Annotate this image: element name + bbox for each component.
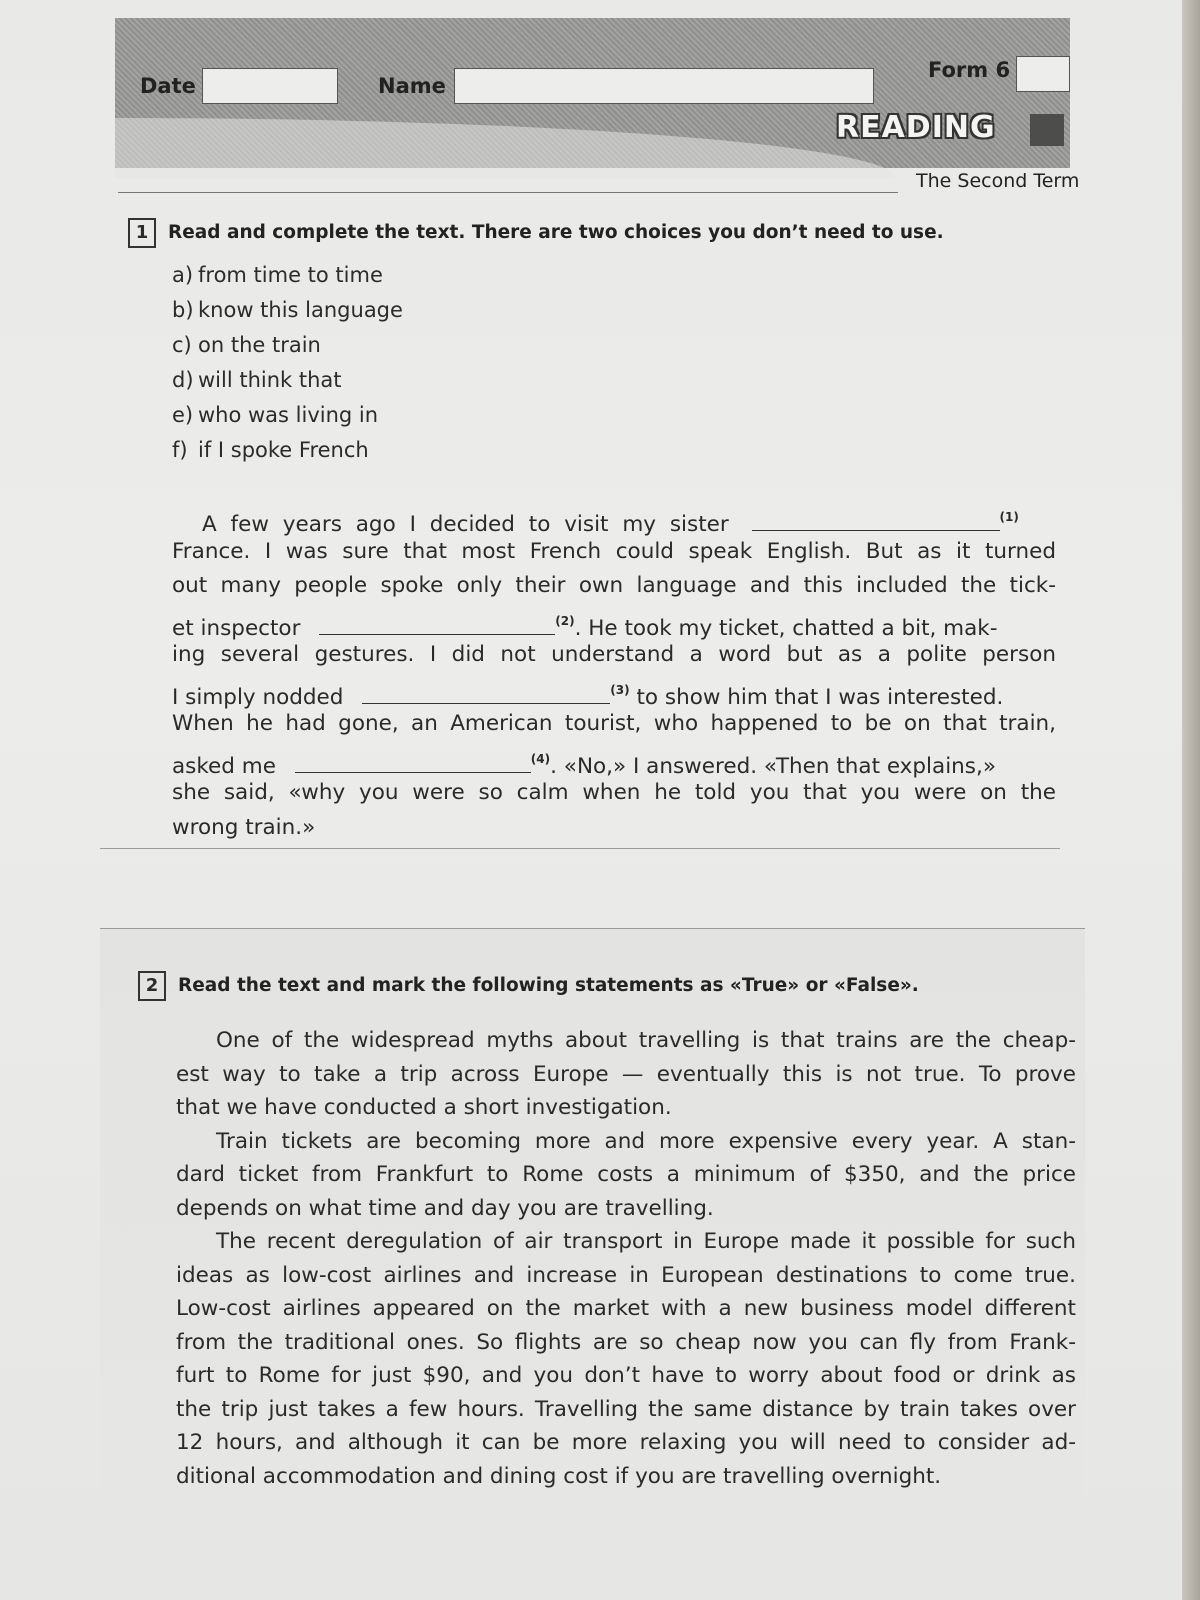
option-b: b) know this language [172,298,403,322]
name-label: Name [378,74,446,98]
option-c: c) on the train [172,333,321,357]
reading-badge: READING [836,110,996,145]
task1-instruction: Read and complete the text. There are two choices you don’t need to use. [168,222,944,243]
task2-top-border [100,928,1085,929]
form-field[interactable] [1016,56,1070,92]
text-line: et inspector $^{(2)}$. He took my ticket, chatted a bit, mak- [172,613,998,641]
gap-1-number: (1) [999,510,1019,524]
term-label: The Second Term [916,170,1080,192]
text-line: out many people spoke only their own language and this included the tick- [172,573,1056,598]
section-divider [100,848,1060,849]
date-label: Date [140,74,196,98]
gap-1-blank[interactable] [752,508,1000,531]
text-line: from the traditional ones. So flights are so cheap now you can fly from Frank- [176,1329,1076,1355]
text-line: When he had gone, an American tourist, who happened to be on that train, [172,711,1056,736]
gap-4-blank[interactable] [295,750,531,773]
text-line: The recent deregulation of air transport in Europe made it possible for such [216,1229,1076,1254]
form-label: Form 6 [928,58,1011,82]
term-divider [118,192,898,193]
gap-4-number: (4) [530,751,551,766]
text-line: One of the widespread myths about travelling is that trains are the cheap- [216,1028,1076,1053]
task2-text [176,1024,1076,1493]
text-line: ideas as low-cost airlines and increase in European destinations to come true. [176,1262,1076,1288]
text-line: furt to Rome for just $90, and you don’t have to worry about food or drink as [176,1363,1076,1388]
text-line: she said, «why you were so calm when he told you that you were on the [172,780,1056,805]
text-line: ing several gestures. I did not understand a word but as a polite person [172,642,1056,667]
option-a: a) from time to time [172,263,383,287]
text-line: I simply nodded $^{(3)}$ to show him that I was interested. [172,682,1004,710]
task2-instruction: Read the text and mark the following statements as «True» or «False». [178,975,919,996]
text-line: dard ticket from Frankfurt to Rome costs a minimum of $350, and the price [176,1162,1076,1187]
task2-number: 2 [138,971,166,1001]
text-line: Low-cost airlines appeared on the market with a new business model different [176,1296,1076,1321]
text-line: 12 hours, and although it can be more relaxing you will need to consider ad- [176,1430,1076,1455]
option-d: d) will think that [172,368,342,392]
page-edge [1182,0,1200,1600]
text-line: France. I was sure that most French could speak English. But as it turned [172,538,1056,564]
text-line: A few years ago I decided to visit my sister $^{(1)}$ [202,510,1019,537]
text-line: ditional accommodation and dining cost if you are travelling overnight. [176,1463,942,1489]
text-line: Train tickets are becoming more and more expensive every year. A stan- [216,1128,1076,1154]
text-line: that we have conducted a short investigation. [176,1095,672,1120]
gap-3-number: (3) [610,682,630,697]
date-field[interactable] [202,68,338,104]
task1-text [172,500,1056,845]
text-line: wrong train.» [172,814,316,840]
text-line: asked me $^{(4)}$. «No,» I answered. «Then that explains,» [172,751,996,779]
text-line: depends on what time and day you are travelling. [176,1195,714,1221]
option-f: f) if I spoke French [172,438,369,462]
task1-number: 1 [128,218,156,248]
reading-badge-swatch [1030,114,1064,146]
header-swoosh [115,118,895,178]
name-field[interactable] [454,68,874,104]
task1-options [172,258,403,468]
text-line: est way to take a trip across Europe — eventually this is not true. To prove [176,1061,1076,1087]
gap-2-number: (2) [555,613,575,628]
text-line: the trip just takes a few hours. Travelling the same distance by train takes over [176,1396,1076,1422]
option-e: e) who was living in [172,403,379,427]
gap-2-blank[interactable] [319,612,555,635]
gap-3-blank[interactable] [362,681,610,704]
